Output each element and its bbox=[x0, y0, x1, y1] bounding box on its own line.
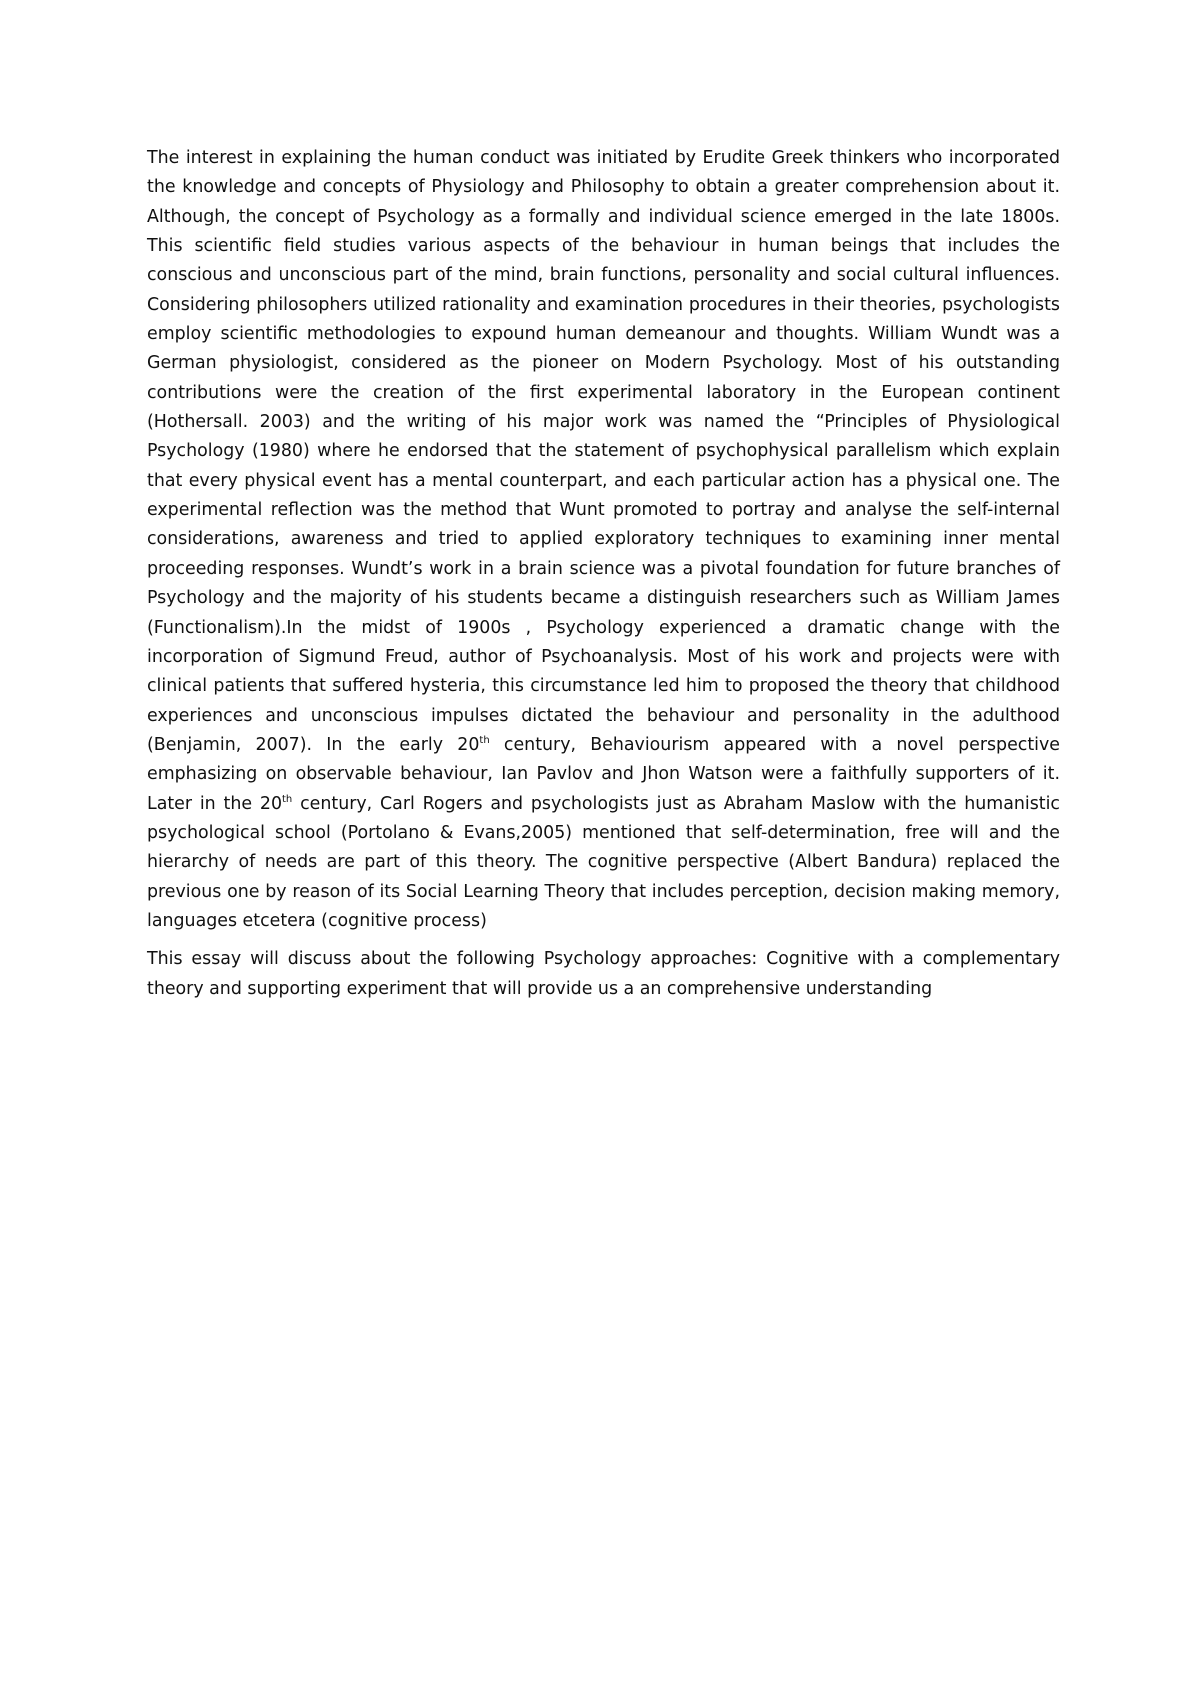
paragraph-text-part-b: century, Behaviourism appeared with a novel perspective emphasizing on observable behaviour, Ian Pavlov and Jhon Watson were a faithfully supporters of it. Later in the 20 bbox=[147, 734, 1060, 814]
paragraph-text-part-c: century, Carl Rogers and psychologists just as Abraham Maslow with the humanistic psychological school (Portolano & Evans,2005) mentioned that self-determination, free will and the hierarchy of needs are part of this theory. The cognitive perspective (Albert Bandura) replaced the previous one by reason of its Social Learning Theory that includes perception, decision making memory, languages etcetera (cognitive process) bbox=[147, 793, 1060, 931]
paragraph-text-part-a: The interest in explaining the human conduct was initiated by Erudite Greek thinkers who incorporated the knowledge and concepts of Physiology and Philosophy to obtain a greater comprehension about it. Although, the concept of Psychology as a formally and individual science emerged in the late 1800s. This scientific field studies various aspects of the behaviour in human beings that includes the conscious and unconscious part of the mind, brain functions, personality and social cultural influences. Considering philosophers utilized rationality and examination procedures in their theories, psychologists employ scientific methodologies to expound human demeanour and thoughts. William Wundt was a German physiologist, considered as the pioneer on Modern Psychology. Most of his outstanding contributions were the creation of the first experimental laboratory in the European continent (Hothersall. 2003) and the writing of his major work was named the “Principles of Physiological Psychology (1980) where he endorsed that the statement of psychophysical parallelism which explain that every physical event has a mental counterpart, and each particular action has a physical one. The experimental reflection was the method that Wunt promoted to portray and analyse the self-internal considerations, awareness and tried to applied exploratory techniques to examining inner mental proceeding responses. Wundt’s work in a brain science was a pivotal foundation for future branches of Psychology and the majority of his students became a distinguish researchers such as William James (Functionalism).In the midst of 1900s , Psychology experienced a dramatic change with the incorporation of Sigmund Freud, author of Psychoanalysis. Most of his work and projects were with clinical patients that suffered hysteria, this circumstance led him to proposed the theory that childhood experiences and unconscious impulses dictated the behaviour and personality in the adulthood (Benjamin, 2007). In the early 20 bbox=[147, 148, 1060, 755]
ordinal-superscript: th bbox=[282, 793, 293, 805]
paragraph-essay-intro: This essay will discuss about the following Psychology approaches: Cognitive with a complementary theory and supporting experiment that will provide us a an comprehensive understanding bbox=[147, 949, 1060, 999]
ordinal-superscript: th bbox=[479, 735, 490, 747]
paragraph-history-of-psychology bbox=[147, 144, 1060, 936]
document-body bbox=[147, 144, 1060, 1004]
